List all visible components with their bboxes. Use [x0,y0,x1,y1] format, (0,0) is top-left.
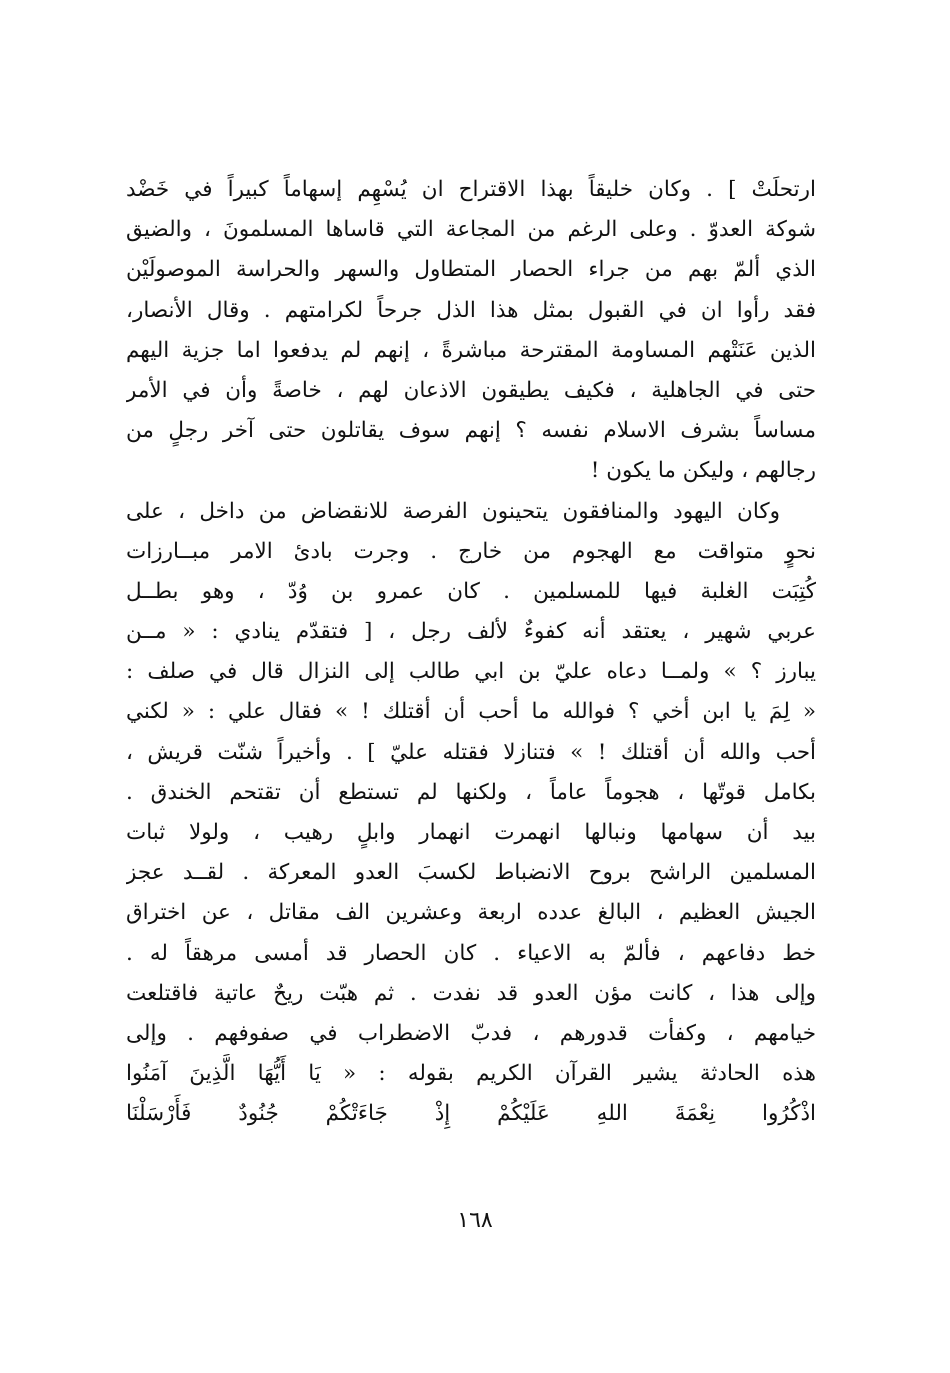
text-line: « لِمَ يا ابن أخي ؟ فوالله ما أحب أن أقتلك ! » فقال علي : « لكني [126,699,816,725]
page-number: ١٦٨ [457,1208,493,1233]
paragraph-1 [126,170,816,492]
text-line: يبارز ؟ » ولمــا دعاه عليّ بن ابي طالب إلى النزال قال في صلف : [126,659,816,685]
text-line: نحوٍ متواقت مع الهجوم من خارج . وجرت بادئ الامر مبــارزات [126,538,816,564]
text-line: هذه الحادثة يشير القرآن الكريم بقوله : « يَا أَيُّهَا الَّذِينَ آمَنُوا [126,1061,816,1087]
paragraph-2 [126,492,816,1135]
text-line: المسلمين الراشح بروح الانضباط لكسبَ العدو المعركة . لقــد عجز [126,860,816,886]
text-line: بكامل قوتّها ، هجوماً عاماً ، ولكنها لم تستطع أن تقتحم الخندق . [126,779,816,805]
text-line: اذْكُرُوا نِعْمَةَ اللهِ عَلَيْكُمْ إِذْ جَاءَتْكُمْ جُنُودٌ فَأَرْسَلْنَا [126,1101,816,1127]
text-line: وكان اليهود والمنافقون يتحينون الفرصة للانقضاض من داخل ، على [126,498,780,524]
text-line: أحب والله أن أقتلك ! » فتنازلا فقتله عليّ ] . وأخيراً شنّت قريش ، [126,739,816,765]
body-text [126,170,816,1135]
text-line: الذي ألمّ بهم من جراء الحصار المتطاول والسهر والحراسة الموصولَيْن [126,257,816,283]
text-line: فقد رأوا ان في القبول بمثل هذا الذل جرحاً لكرامتهم . وقال الأنصار، [126,297,816,323]
text-line: خط دفاعهم ، فألمّ به الاعياء . كان الحصار قد أمسى مرهقاً له . [126,940,816,966]
text-line: ارتحلَتْ ] . وكان خليقاً بهذا الاقتراح ان يُسْهِم إسهاماً كبيراً في خَضْد [126,177,816,202]
text-line: الجيش العظيم ، البالغ عدده اربعة وعشرين الف مقاتل ، عن اختراق [126,900,816,926]
text-line: الذين عَنَتْهم المساومة المقترحة مباشرةً ، إنهم لم يدفعوا اما جزية اليهم [126,337,816,363]
text-line: كُتِبَت الغلبة فيها للمسلمين . كان عمرو بن وُدّ ، وهو بطــل [126,578,816,604]
text-line: حتى في الجاهلية ، فكيف يطيقون الاذعان لهم ، خاصةً وأن في الأمر [126,377,816,403]
text-line: مساساً بشرف الاسلام نفسه ؟ إنهم سوف يقاتلون حتى آخر رجلٍ من [126,418,816,444]
text-line: عربي شهير ، يعتقد أنه كفوءٌ لألف رجل ، [ فتقدّم ينادي : « مــن [126,619,816,645]
text-line: خيامهم ، وكفأت قدورهم ، فدبّ الاضطراب في صفوفهم . وإلى [126,1020,816,1046]
text-line: رجالهم ، وليكن ما يكون ! [590,458,816,484]
text-line: بيد أن سهامها ونبالها انهمرت انهمار وابلٍ رهيب ، ولولا ثبات [126,820,816,845]
text-line: شوكة العدوّ . وعلى الرغم من المجاعة التي قاساها المسلمونَ ، والضيق [126,217,816,243]
text-line: وإلى هذا ، كانت مؤن العدو قد نفدت . ثم هبّت ريحٌ عاتية فاقتلعت [126,980,816,1006]
